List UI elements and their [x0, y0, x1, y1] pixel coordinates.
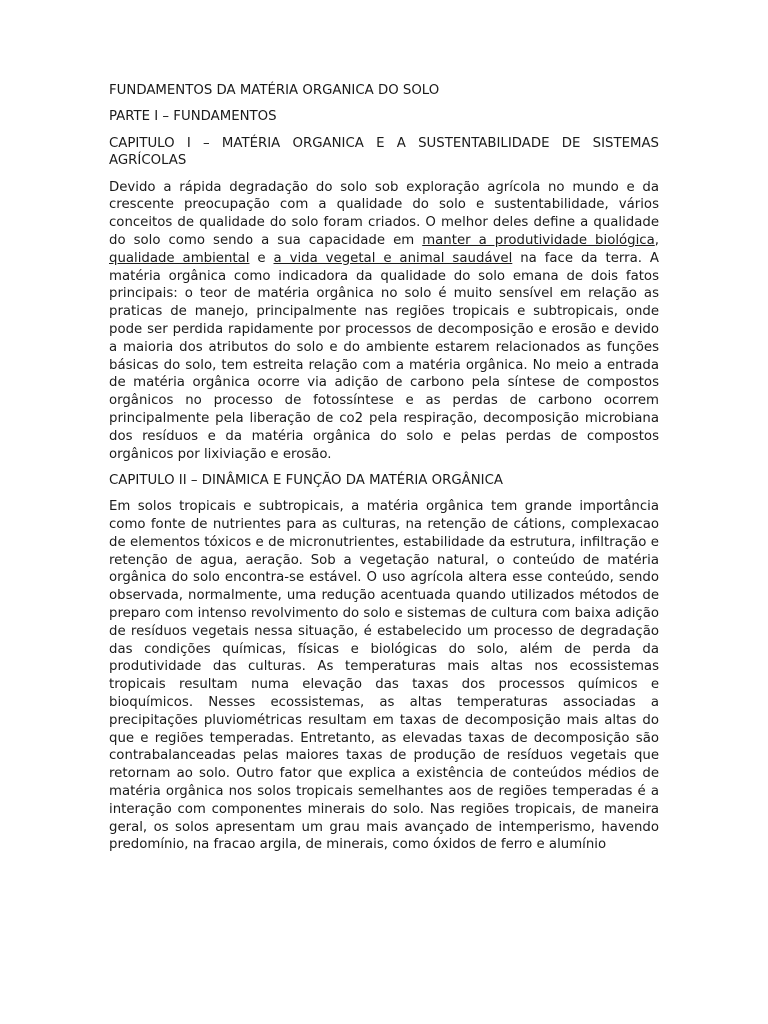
underlined-phrase-environment: qualidade ambiental [109, 250, 250, 266]
paragraph-text: na face da terra. A matéria orgânica como indicadora da qualidade do solo emana de dois fatos principais: o teor de matéria orgânica no solo é muito sensível em relação as praticas de manejo, principalmente nas regiões tropicais e subtropicais, onde pode ser perdida rapidamente por processos de decomposição e erosão e devido a maioria dos atributos do solo e do ambiente estarem relacionados as funções básicas do solo, tem estreita relação com a matéria orgânica. No meio a entrada de matéria orgânica ocorre via adição de carbono pela síntese de compostos orgânicos no processo de fotossíntese e as perdas de carbono ocorrem principalmente pela liberação de co2 pela respiração, decomposição microbiana dos resíduos e da matéria orgânica do solo e pelas perdas de compostos orgânicos por lixiviação e erosão. [109, 250, 659, 462]
document-title: FUNDAMENTOS DA MATÉRIA ORGANICA DO SOLO [109, 83, 440, 98]
chapter2-paragraph: Em solos tropicais e subtropicais, a matéria orgânica tem grande importância como fonte de nutrientes para as culturas, na retenção de cátions, complexacao de elementos tóxicos e de micronutrientes, estabilidade da estrutura, infiltração e retenção de agua, aeração. Sob a vegetação natural, o conteúdo de matéria orgânica do solo encontra-se estável. O uso agrícola altera esse conteúdo, sendo observada, normalmente, uma redução acentuada quando utilizados métodos de preparo com intenso revolvimento do solo e sistemas de cultura com baixa adição de resíduos vegetais nessa situação, é estabelecido um processo de degradação das condições químicas, físicas e biológicas do solo, além de perda da produtividade das culturas. As temperaturas mais altas nos ecossistemas tropicais resultam numa elevação das taxas dos processos químicos e bioquímicos. Nesses ecossistemas, as altas temperaturas associadas a precipitações pluviométricas resultam em taxas de decomposição mais altas do que e regiões temperadas. Entretanto, as elevadas taxas de decomposição são contrabalanceadas pelas maiores taxas de produção de resíduos vegetais que retornam ao solo. Outro fator que explica a existência de conteúdos médios de matéria orgânica nos solos tropicais semelhantes aos de regiões temperadas é a interação com componentes minerais do solo. Nas regiões tropicais, de maneira geral, os solos apresentam um grau mais avançado de intemperismo, havendo predomínio, na fracao argila, de minerais, como óxidos de ferro e alumínio [109, 499, 659, 853]
chapter1-paragraph [109, 179, 659, 464]
document-page [109, 82, 659, 863]
paragraph-text: Devido a rápida degradação do solo sob exploração agrícola no mundo e da crescente preocupação com a qualidade do solo e sustentabilidade, vários conceitos de qualidade do solo foram criados. O melhor deles define a qualidade do solo como sendo a sua capacidade em [109, 179, 659, 249]
paragraph-text: e [249, 250, 274, 266]
paragraph-text: , [654, 233, 659, 249]
chapter1-heading: CAPITULO I – MATÉRIA ORGANICA E A SUSTENTABILIDADE DE SISTEMAS AGRÍCOLAS [109, 135, 659, 169]
part-heading: PARTE I – FUNDAMENTOS [109, 109, 277, 125]
underlined-phrase-productivity: manter a produtividade biológica [422, 233, 655, 249]
underlined-phrase-life: a vida vegetal e animal saudável [273, 250, 513, 266]
chapter2-heading: CAPITULO II – DINÂMICA E FUNÇÃO DA MATÉRIA ORGÂNICA [109, 472, 503, 488]
